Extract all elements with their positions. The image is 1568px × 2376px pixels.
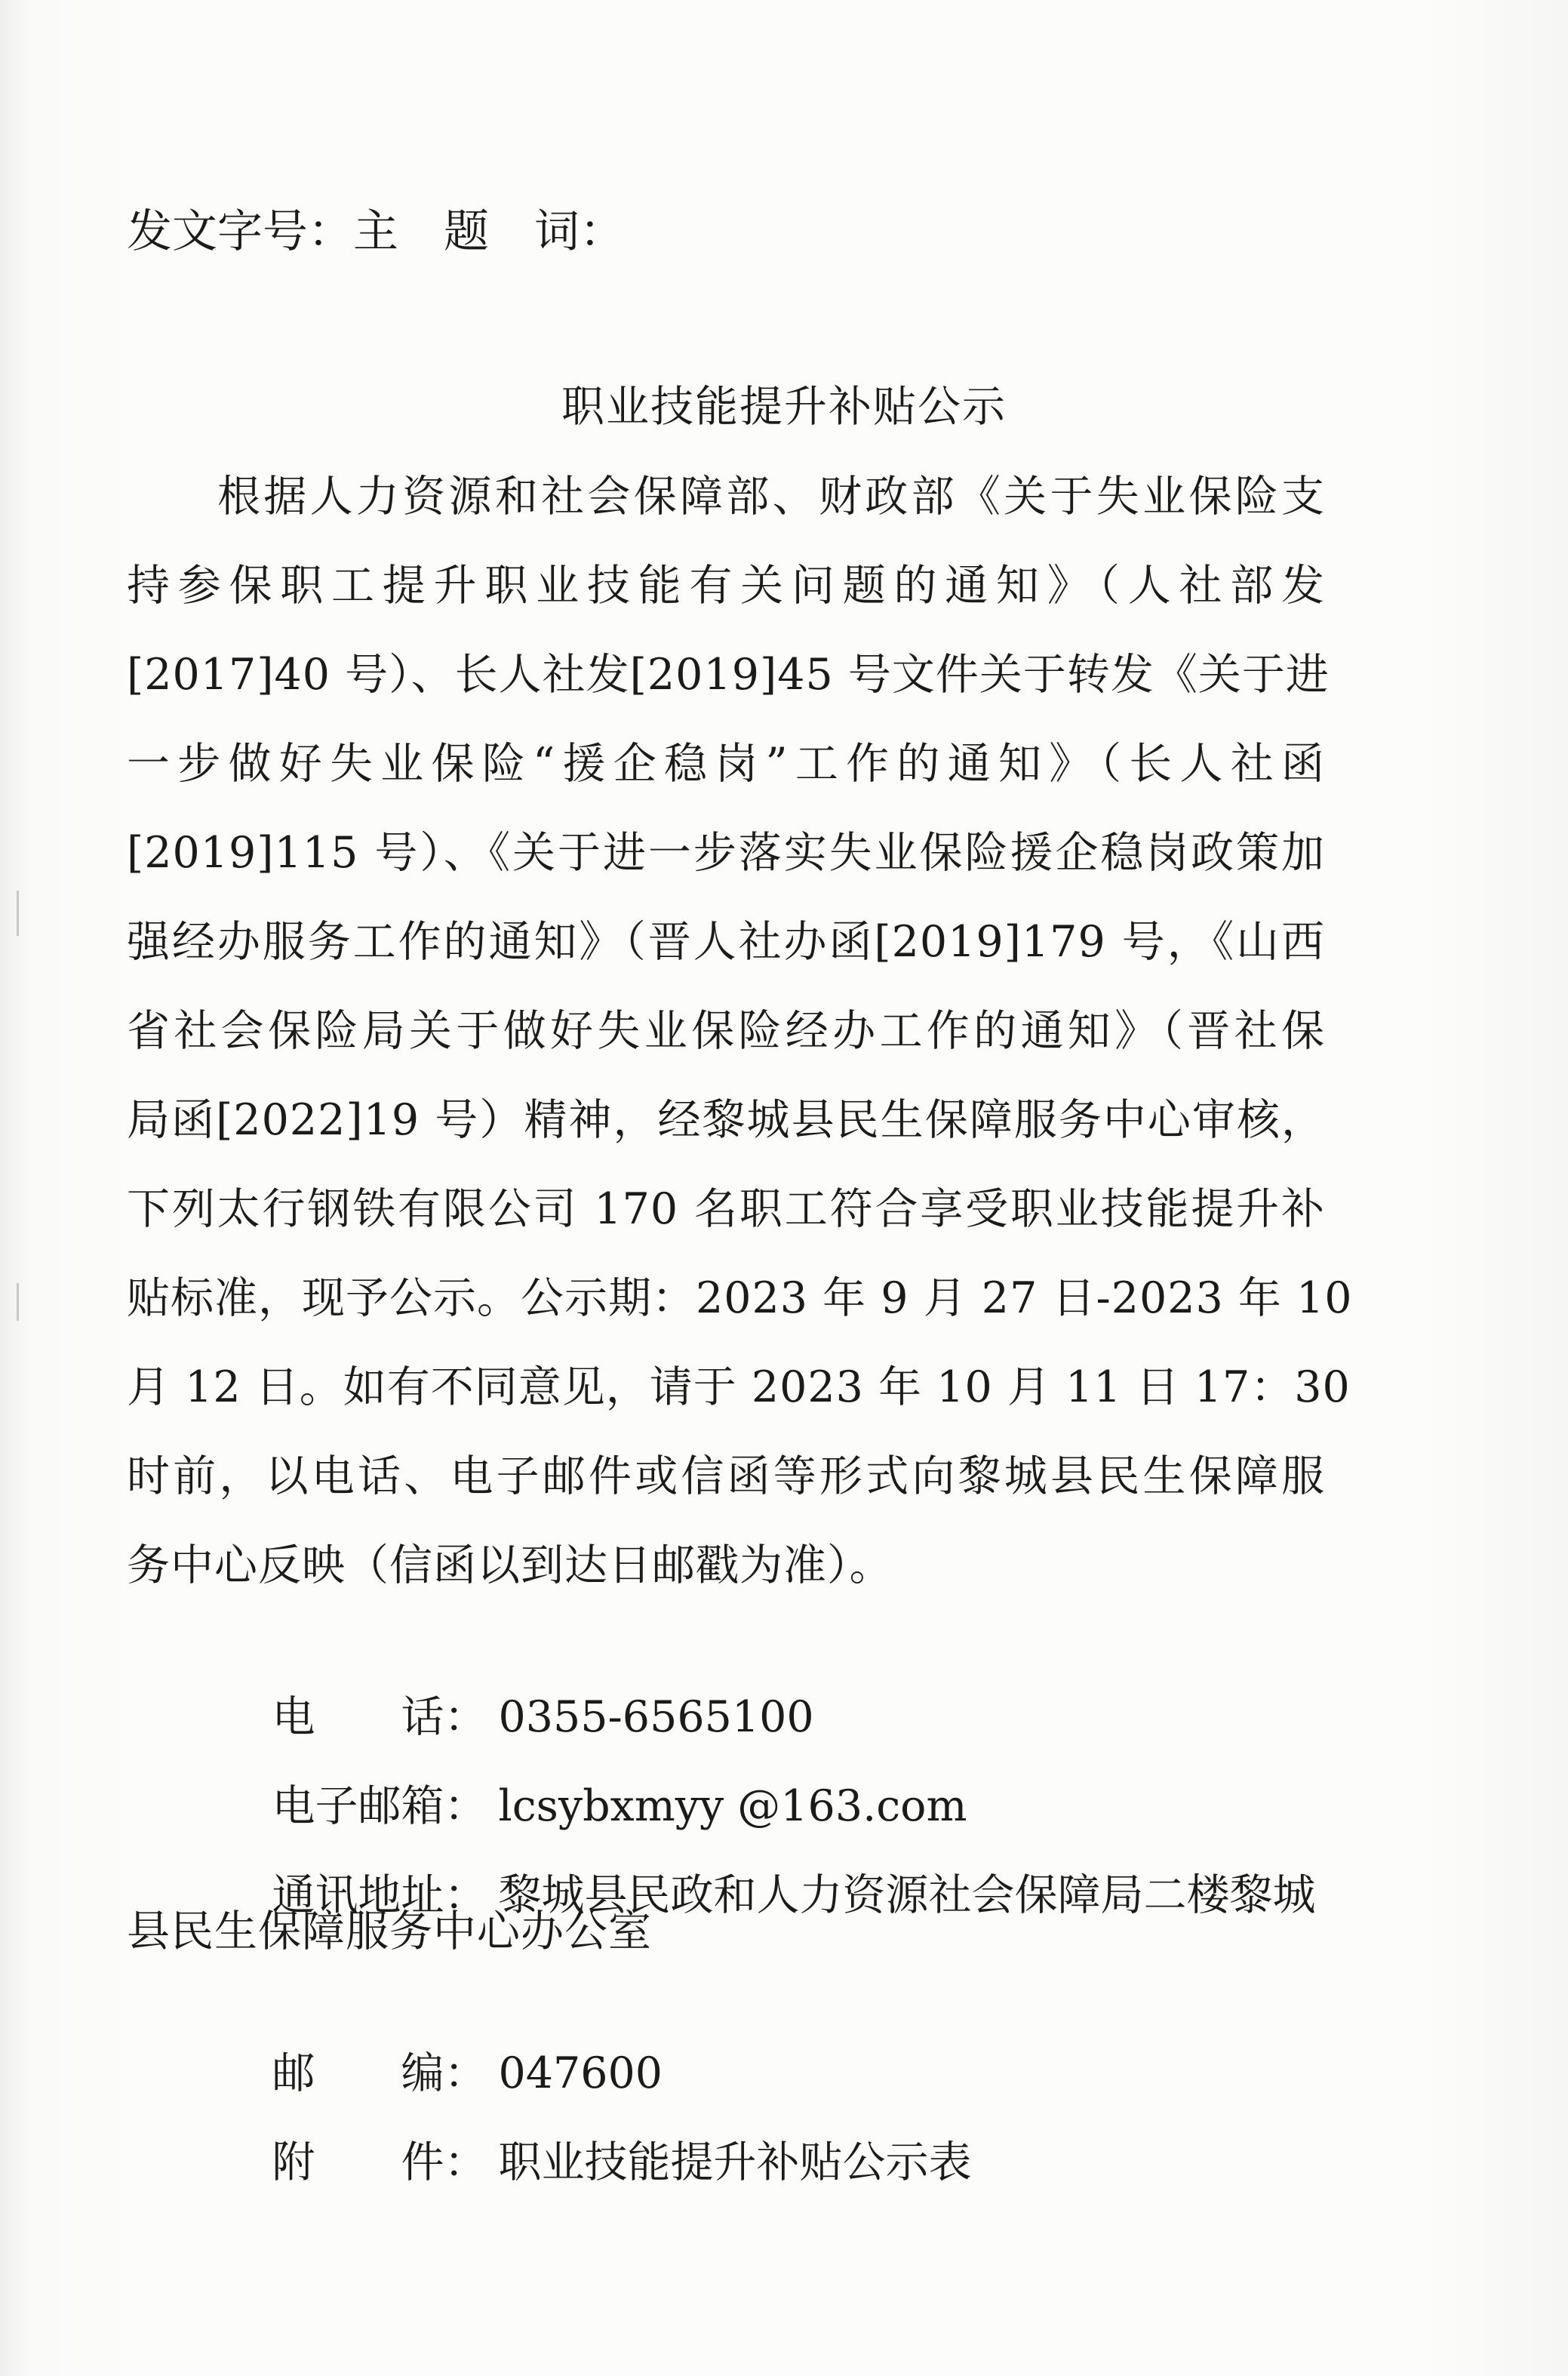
postcode-value: 047600 <box>498 2048 663 2098</box>
address-value: 黎城县民政和人力资源社会保障局二楼黎城 <box>498 1870 1316 1920</box>
attachment-row <box>217 2083 971 2242</box>
body-line: [2019]115 号）、《关于进一步落实失业保险援企稳岗政策加 <box>127 828 1325 878</box>
body-line: 强经办服务工作的通知》（晋人社办函[2019]179 号，《山西 <box>127 917 1325 967</box>
attachment-value: 职业技能提升补贴公示表 <box>498 2137 972 2187</box>
body-line: 月 12 日。如有不同意见，请于 2023 年 10 月 11 日 17：30 <box>127 1362 1351 1412</box>
address-label: 通讯地址： <box>272 1870 487 1920</box>
scan-edge-mark <box>17 1283 19 1321</box>
body-line: 时前，以电话、电子邮件或信函等形式向黎城县民生保障服 <box>127 1451 1325 1501</box>
body-line: 下列太行钢铁有限公司 170 名职工符合享受职业技能提升补 <box>127 1184 1325 1234</box>
body-line: [2017]40 号）、长人社发[2019]45 号文件关于转发《关于进 <box>127 650 1330 700</box>
body-line: 局函[2022]19 号）精神，经黎城县民生保障服务中心审核， <box>127 1095 1325 1145</box>
body-line: 省社会保险局关于做好失业保险经办工作的通知》（晋社保 <box>127 1006 1325 1056</box>
scan-edge-mark <box>17 891 19 936</box>
phone-label: 电 话： <box>272 1692 487 1742</box>
address-continuation: 县民生保障服务中心办公室 <box>127 1907 652 1956</box>
email-value: lcsybxmyy @163.com <box>498 1781 967 1831</box>
body-line: 持参保职工提升职业技能有关问题的通知》（人社部发 <box>127 561 1325 611</box>
body-line: 根据人力资源和社会保障部、财政部《关于失业保险支 <box>217 472 1325 522</box>
doc-number-header: 发文字号：主 题 词： <box>127 205 625 258</box>
attachment-label: 附 件： <box>272 2137 487 2187</box>
body-line: 务中心反映（信函以到达日邮戳为准）。 <box>127 1540 893 1590</box>
postcode-label: 邮 编： <box>272 2048 487 2098</box>
phone-value: 0355-6565100 <box>498 1692 814 1742</box>
document-title: 职业技能提升补贴公示 <box>561 382 1007 432</box>
email-label: 电子邮箱： <box>272 1781 487 1831</box>
body-line: 贴标准，现予公示。公示期：2023 年 9 月 27 日-2023 年 10 <box>127 1273 1353 1323</box>
body-line: 一步做好失业保险“援企稳岗”工作的通知》（长人社函 <box>127 739 1325 789</box>
